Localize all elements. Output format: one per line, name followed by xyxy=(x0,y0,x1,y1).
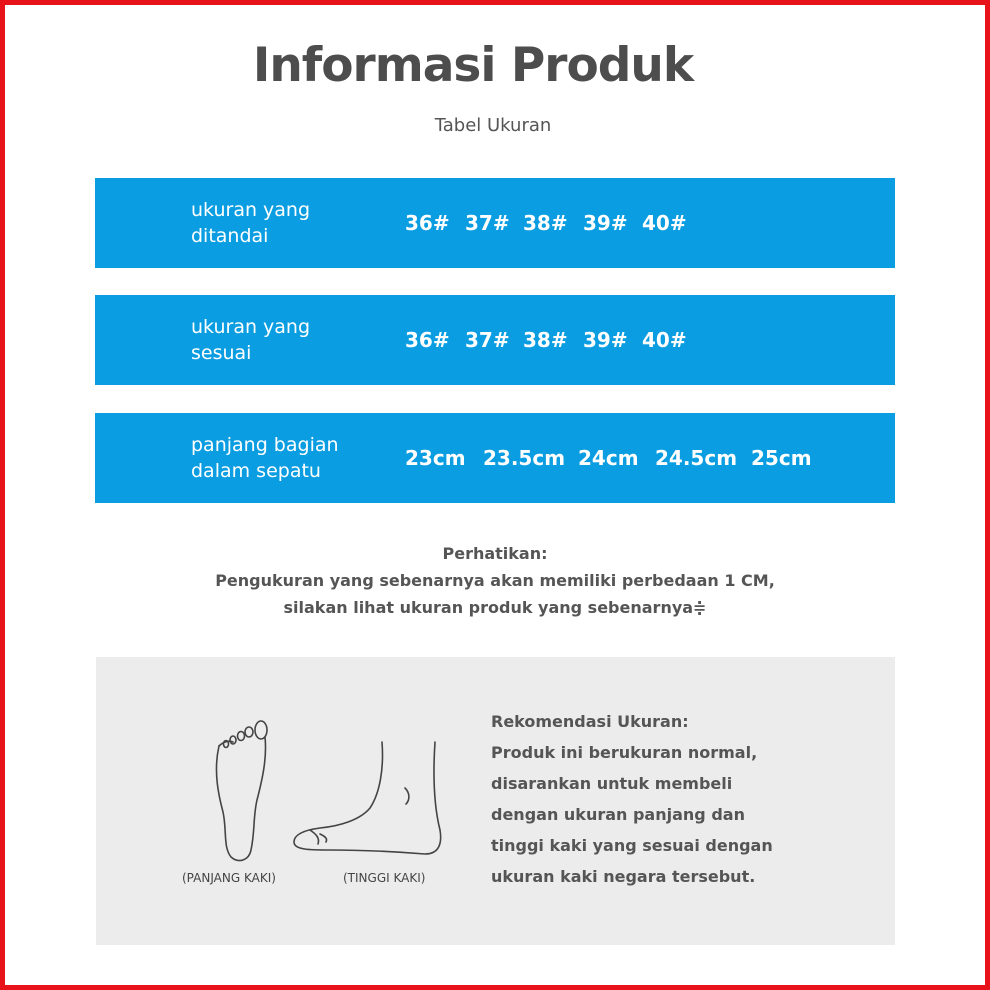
recommendation-line: disarankan untuk membeli xyxy=(491,774,733,793)
size-cell: 38# xyxy=(523,328,568,352)
recommendation-line: tinggi kaki yang sesuai dengan xyxy=(491,836,773,855)
page-title: Informasi Produk xyxy=(252,38,694,93)
foot-height-caption: (TINGGI KAKI) xyxy=(343,871,426,885)
length-cell: 23cm xyxy=(405,446,466,470)
size-row-inner-length xyxy=(95,413,895,503)
recommendation-line: ukuran kaki negara tersebut. xyxy=(491,867,756,886)
recommendation-line: Produk ini berukuran normal, xyxy=(491,743,758,762)
row-label: panjang bagian dalam sepatu xyxy=(191,434,339,482)
size-cell: 36# xyxy=(405,211,450,235)
recommendation-line: dengan ukuran panjang dan xyxy=(491,805,745,824)
size-cell: 39# xyxy=(583,328,628,352)
foot-sole-icon xyxy=(205,712,285,867)
foot-side-icon xyxy=(290,738,450,863)
row-label: ukuran yang sesuai xyxy=(191,316,311,364)
size-cell: 37# xyxy=(465,328,510,352)
length-cell: 23.5cm xyxy=(483,446,566,470)
size-cell: 38# xyxy=(523,211,568,235)
foot-length-caption: (PANJANG KAKI) xyxy=(182,871,276,885)
size-row-fit xyxy=(95,295,895,385)
length-cell: 25cm xyxy=(751,446,812,470)
size-cell: 36# xyxy=(405,328,450,352)
size-cell: 40# xyxy=(642,211,687,235)
notice-line-1: Pengukuran yang sebenarnya akan memiliki perbedaan 1 CM, xyxy=(215,571,775,590)
row-label: ukuran yang ditandai xyxy=(191,199,311,247)
size-cell: 40# xyxy=(642,328,687,352)
size-row-marked xyxy=(95,178,895,268)
page-subtitle: Tabel Ukuran xyxy=(434,115,552,136)
notice-heading: Perhatikan: xyxy=(442,544,548,563)
size-cell: 39# xyxy=(583,211,628,235)
size-cell: 37# xyxy=(465,211,510,235)
length-cell: 24.5cm xyxy=(655,446,738,470)
recommendation-heading: Rekomendasi Ukuran: xyxy=(491,712,689,731)
notice-line-2: silakan lihat ukuran produk yang sebenarnya≑ xyxy=(283,598,707,617)
length-cell: 24cm xyxy=(578,446,639,470)
